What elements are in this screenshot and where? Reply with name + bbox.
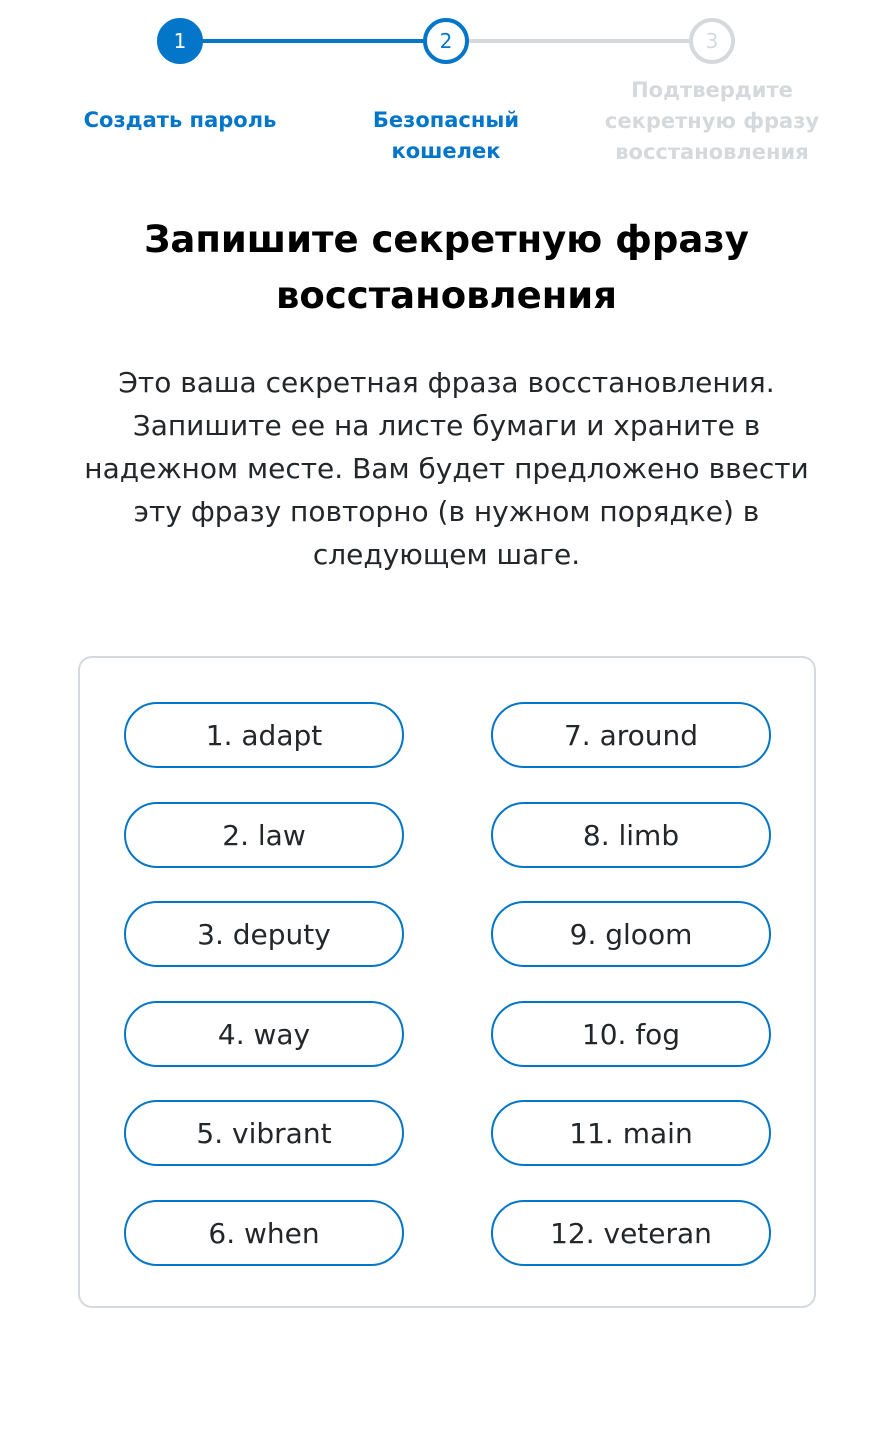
step-1-number: 1 — [173, 29, 187, 53]
step-2-number: 2 — [439, 29, 453, 53]
step-2-label: Безопасный кошелек — [372, 108, 520, 163]
phrase-word-1: 1. adapt — [124, 702, 404, 768]
secret-phrase-box — [78, 656, 816, 1308]
step-3-label: Подтвердите секретную фразу восстановления — [604, 78, 820, 164]
step-3-circle — [689, 18, 735, 64]
progress-stepper — [0, 0, 893, 180]
step-3-number: 3 — [705, 29, 719, 53]
phrase-word-12: 12. veteran — [491, 1200, 771, 1266]
phrase-word-4: 4. way — [124, 1001, 404, 1067]
phrase-word-11: 11. main — [491, 1100, 771, 1166]
step-1-label: Создать пароль — [83, 108, 277, 132]
phrase-word-10: 10. fog — [491, 1001, 771, 1067]
page-title: Запишите секретную фразу восстановления — [144, 218, 749, 317]
phrase-word-7: 7. around — [491, 702, 771, 768]
phrase-word-9: 9. gloom — [491, 901, 771, 967]
page-description: Это ваша секретная фраза восстановления. Запишите ее на листе бумаги и храните в надежном месте. Вам будет предложено ввести эту фразу повторно (в нужном порядке) в следующем шаге. — [84, 366, 809, 571]
phrase-word-6: 6. when — [124, 1200, 404, 1266]
phrase-word-3: 3. deputy — [124, 901, 404, 967]
step-1-circle — [157, 18, 203, 64]
phrase-word-5: 5. vibrant — [124, 1100, 404, 1166]
phrase-word-2: 2. law — [124, 802, 404, 868]
phrase-word-8: 8. limb — [491, 802, 771, 868]
step-connector-complete — [180, 39, 446, 43]
step-2-circle — [423, 18, 469, 64]
step-connector-upcoming — [446, 39, 712, 43]
